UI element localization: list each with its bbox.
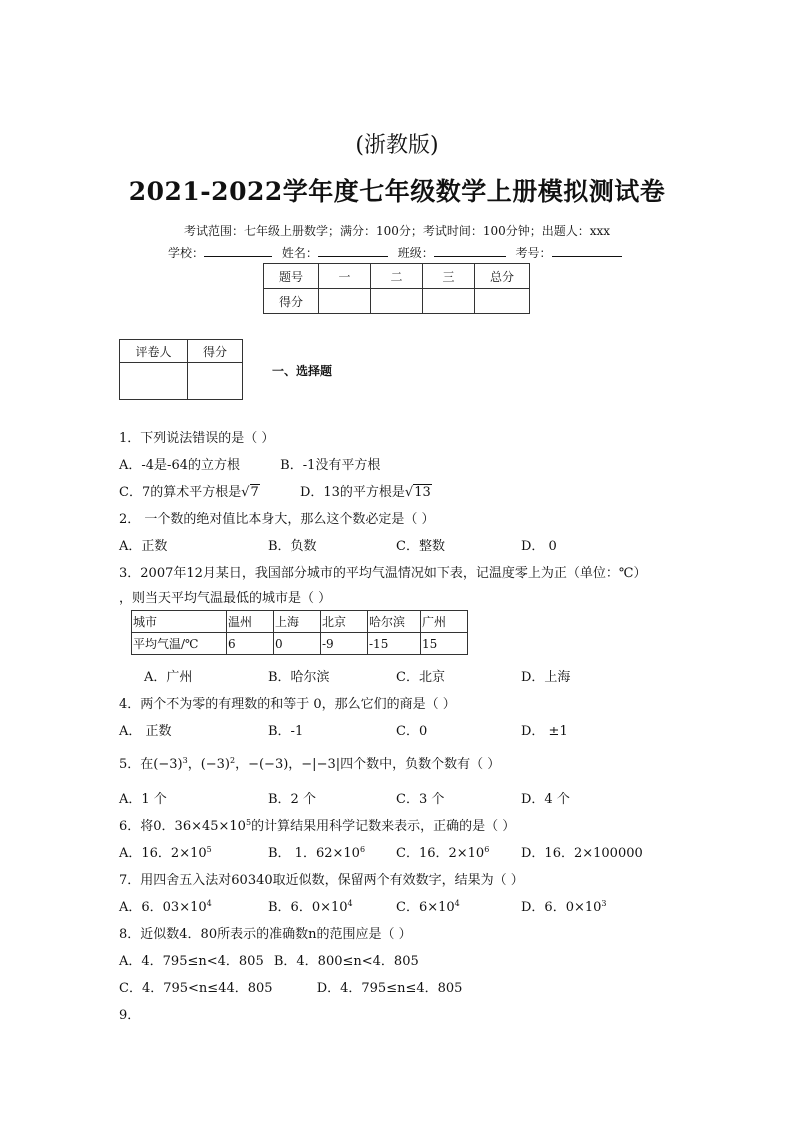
question-5-option-a: A．1 个	[119, 792, 167, 807]
table-cell: 平均气温/℃	[132, 633, 227, 655]
question-4-stem: 4．两个不为零的有理数的和等于 0，那么它们的商是（ ）	[119, 697, 456, 712]
score-table	[263, 263, 530, 314]
score-header-cell: 题号	[264, 264, 319, 289]
table-cell: -15	[368, 633, 421, 655]
school-label: 学校：	[168, 246, 205, 260]
temperature-table	[131, 610, 468, 655]
question-7-option-c: C．$6\times 10^4$	[396, 899, 460, 915]
question-5-option-b: B．2 个	[268, 792, 316, 807]
question-4-option-b: B．-1	[268, 724, 304, 739]
question-3-option-a: A．广州	[144, 670, 193, 685]
class-label: 班级：	[397, 246, 434, 260]
score-header-cell: 一	[319, 264, 371, 289]
question-3-stem-cont: ，则当天平均气温最低的城市是（ ）	[119, 591, 332, 606]
option-a: A．-4是-64的立方根	[119, 458, 240, 473]
sqrt-symbol: √13	[404, 485, 431, 500]
edition-label: (浙教版)	[355, 133, 439, 158]
table-row	[132, 633, 468, 655]
table-cell: 15	[421, 633, 468, 655]
exam-title: 2021-2022学年度七年级数学上册模拟测试卷	[128, 177, 666, 206]
question-9-stem: 9．	[119, 1008, 141, 1023]
option-d: D．13的平方根是√13	[299, 485, 431, 500]
grader-cell[interactable]	[120, 363, 188, 400]
table-cell: 温州	[227, 611, 274, 633]
grader-table-header-row	[120, 340, 243, 363]
score-header-cell: 总分	[475, 264, 530, 289]
school-blank[interactable]	[204, 244, 272, 257]
table-cell: 城市	[132, 611, 227, 633]
question-8-options-row-2	[119, 977, 462, 996]
grader-table-blank-row	[120, 363, 243, 400]
table-cell: 上海	[274, 611, 321, 633]
question-5-option-d: D．4 个	[521, 792, 570, 807]
score-cell[interactable]	[475, 289, 530, 314]
sqrt-symbol: √7	[241, 485, 259, 500]
question-6-option-d: D．16．2×100000	[521, 846, 643, 861]
question-2-option-a: A．正数	[119, 539, 168, 554]
question-3-option-d: D．上海	[521, 670, 571, 685]
question-7-option-b: B．6．$0\times 10^4$	[268, 899, 353, 915]
question-6-stem: 6．将0．$36\times 45\times 10^5$的计算结果用科学记数来表示，正确的是（ ）	[119, 818, 516, 834]
score-cell[interactable]	[423, 289, 475, 314]
name-label: 姓名：	[281, 246, 318, 260]
option-c: C．7的算术平方根是√7	[119, 485, 259, 500]
question-3-option-b: B．哈尔滨	[268, 670, 330, 685]
table-cell: 哈尔滨	[368, 611, 421, 633]
option-d: D．4．795≤n≤4．805	[316, 981, 463, 996]
question-3-option-c: C．北京	[396, 670, 445, 685]
number-label: 考号：	[515, 246, 552, 260]
question-4-option-c: C．0	[396, 724, 428, 739]
question-6-option-a: A．16．$2\times 10^5$	[119, 845, 212, 861]
score-row-label: 得分	[264, 289, 319, 314]
score-header-cell: 二	[371, 264, 423, 289]
question-2-option-c: C．整数	[396, 539, 445, 554]
question-4-option-a: A． 正数	[119, 724, 172, 739]
question-6-option-c: C．16．$2\times 10^6$	[396, 845, 490, 861]
score-cell[interactable]	[319, 289, 371, 314]
table-cell: -9	[321, 633, 368, 655]
option-b: B．-1没有平方根	[280, 458, 381, 473]
question-2-stem: 2． 一个数的绝对值比本身大，那么这个数必定是（ ）	[119, 512, 435, 527]
grader-cell[interactable]	[188, 363, 243, 400]
option-b: B．4．800≤n<4．805	[273, 954, 419, 969]
score-header-cell: 三	[423, 264, 475, 289]
name-blank[interactable]	[318, 244, 388, 257]
question-2-option-d: D． 0	[521, 539, 557, 554]
table-cell: 广州	[421, 611, 468, 633]
number-blank[interactable]	[552, 244, 622, 257]
score-table-score-row	[264, 289, 530, 314]
grader-header-cell: 评卷人	[120, 340, 188, 363]
score-cell[interactable]	[371, 289, 423, 314]
question-5-option-c: C．3 个	[396, 792, 445, 807]
question-7-option-a: A．6．$03\times 10^4$	[119, 899, 212, 915]
question-8-options-row-1	[119, 950, 419, 969]
score-table-header-row	[264, 264, 530, 289]
question-1-options-row-2	[119, 481, 432, 500]
question-8-stem: 8．近似数4．80所表示的准确数n的范围应是（ ）	[119, 927, 412, 942]
grader-table	[119, 339, 243, 400]
table-cell: 6	[227, 633, 274, 655]
class-blank[interactable]	[434, 244, 506, 257]
option-a: A．4．795≤n<4．805	[119, 954, 264, 969]
question-7-option-d: D．6．$0\times 10^3$	[521, 899, 607, 915]
question-6-option-b: B． 1．$62\times 10^6$	[268, 845, 366, 861]
option-c: C．4．795<n≤44．805	[119, 981, 273, 996]
table-row	[132, 611, 468, 633]
table-cell: 0	[274, 633, 321, 655]
question-7-stem: 7．用四舍五入法对60340取近似数，保留两个有效数字，结果为（ ）	[119, 873, 524, 888]
question-4-option-d: D． ±1	[521, 724, 568, 739]
question-5-stem: 5．在$(-3)^3$，$(-3)^2$，−(−3)，−|−3|四个数中，负数个数有（ ）	[119, 756, 501, 772]
question-1-options-row-1	[119, 454, 380, 473]
student-fields	[168, 244, 628, 261]
question-1-stem: 1．下列说法错误的是（ ）	[119, 431, 275, 446]
table-cell: 北京	[321, 611, 368, 633]
exam-info: 考试范围：七年级上册数学；满分：100分；考试时间：100分钟；出题人：xxx	[183, 224, 611, 238]
question-2-option-b: B．负数	[268, 539, 317, 554]
grader-header-cell: 得分	[188, 340, 243, 363]
question-3-stem: 3．2007年12月某日，我国部分城市的平均气温情况如下表，记温度零上为正（单位：℃）	[119, 566, 647, 581]
section-heading: 一、选择题	[272, 364, 333, 378]
